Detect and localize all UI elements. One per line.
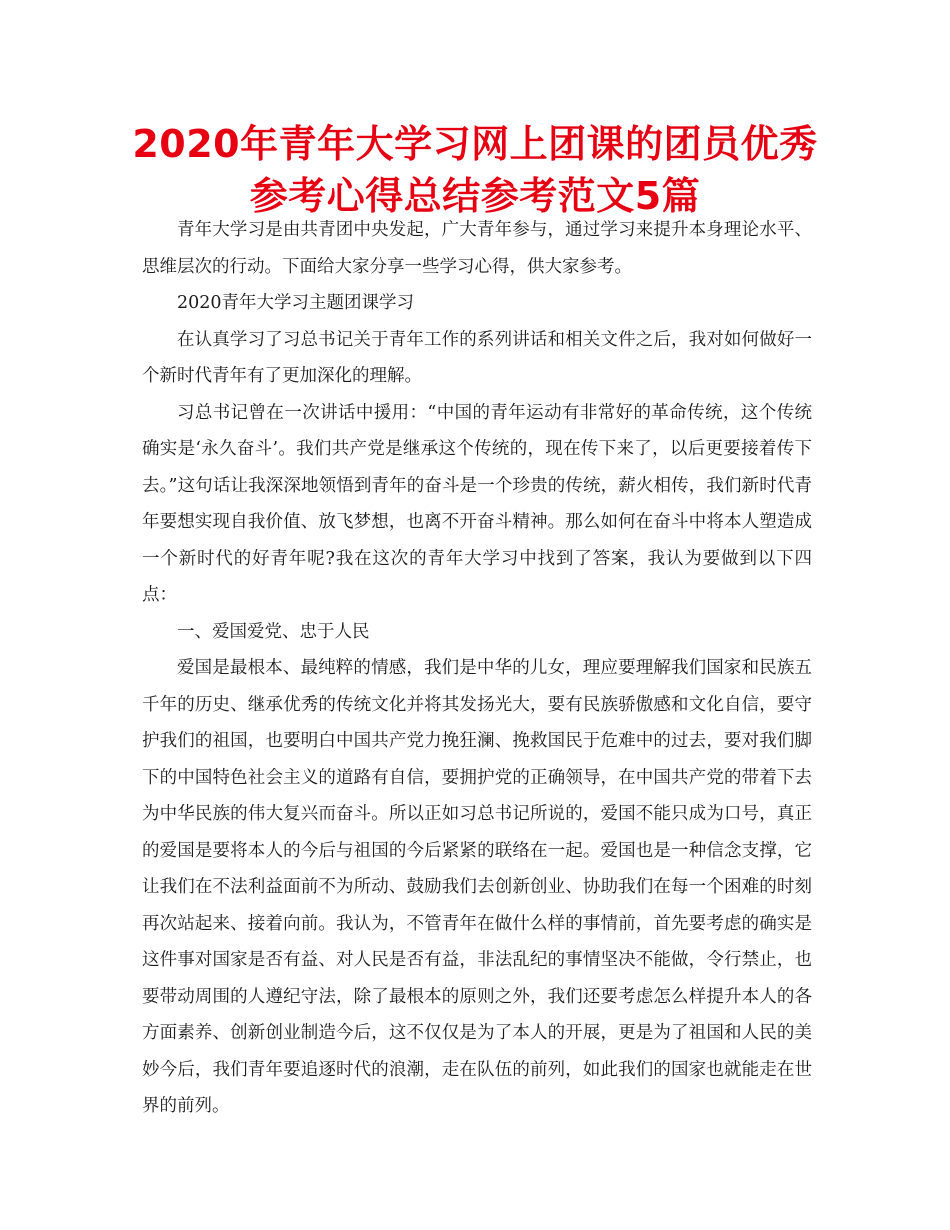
body-paragraph: 爱国是最根本、最纯粹的情感，我们是中华的儿女，理应要理解我们国家和民族五千年的历史、继承优秀的传统文化并将其发扬光大，要有民族骄傲感和文化自信，要守护我们的祖国，也要明白中国共产党力挽狂澜、挽救国民于危难中的过去，要对我们脚下的中国特色社会主义的道路有自信，要拥护党的正确领导，在中国共产党的带着下去为中华民族的伟大复兴而奋斗。所以正如习总书记所说的，爱国不能只成为口号，真正的爱国是要将本人的今后与祖国的今后紧紧的联络在一起。爱国也是一种信念支撑，它让我们在不法利益面前不为所动、鼓励我们去创新创业、协助我们在每一个困难的时刻再次站起来、接着向前。我认为，不管青年在做什么样的事情前，首先要考虑的确实是这件事对国家是否有益、对人民是否有益，非法乱纪的事情坚决不能做，令行禁止，也要带动周围的人遵纪守法，除了最根本的原则之外，我们还要考虑怎么样提升本人的各方面素养、创新创业制造今后，这不仅仅是为了本人的开展，更是为了祖国和人民的美妙今后，我们青年要追逐时代的浪潮，走在队伍的前列，如此我们的国家也就能走在世界的前列。 <box>142 658 812 1116</box>
section-heading: 一、爱国爱党、忠于人民 <box>177 621 370 642</box>
document-body <box>142 212 812 1125</box>
body-paragraph: 习总书记曾在一次讲话中援用：“中国的青年运动有非常好的革命传统，这个传统确实是‘永久奋斗’。我们共产党是继承这个传统的，现在传下来了，以后更要接着传下去。”这句话让我深深地领悟到青年的奋斗是一个珍贵的传统，薪火相传，我们新时代青年要想实现自我价值、放飞梦想，也离不开奋斗精神。那么如何在奋斗中将本人塑造成一个新时代的好青年呢?我在这次的青年大学习中找到了答案，我认为要做到以下四点： <box>142 402 812 605</box>
body-paragraph: 在认真学习了习总书记关于青年工作的系列讲话和相关文件之后，我对如何做好一个新时代青年有了更加深化的理解。 <box>142 329 812 386</box>
section-heading: 2020青年大学习主题团课学习 <box>177 293 415 313</box>
document-title: 2020年青年大学习网上团课的团员优秀参考心得总结参考范文5篇 <box>132 122 818 218</box>
intro-paragraph: 青年大学习是由共青团中央发起，广大青年参与，通过学习来提升本身理论水平、思维层次的行动。下面给大家分享一些学习心得，供大家参考。 <box>142 220 812 277</box>
